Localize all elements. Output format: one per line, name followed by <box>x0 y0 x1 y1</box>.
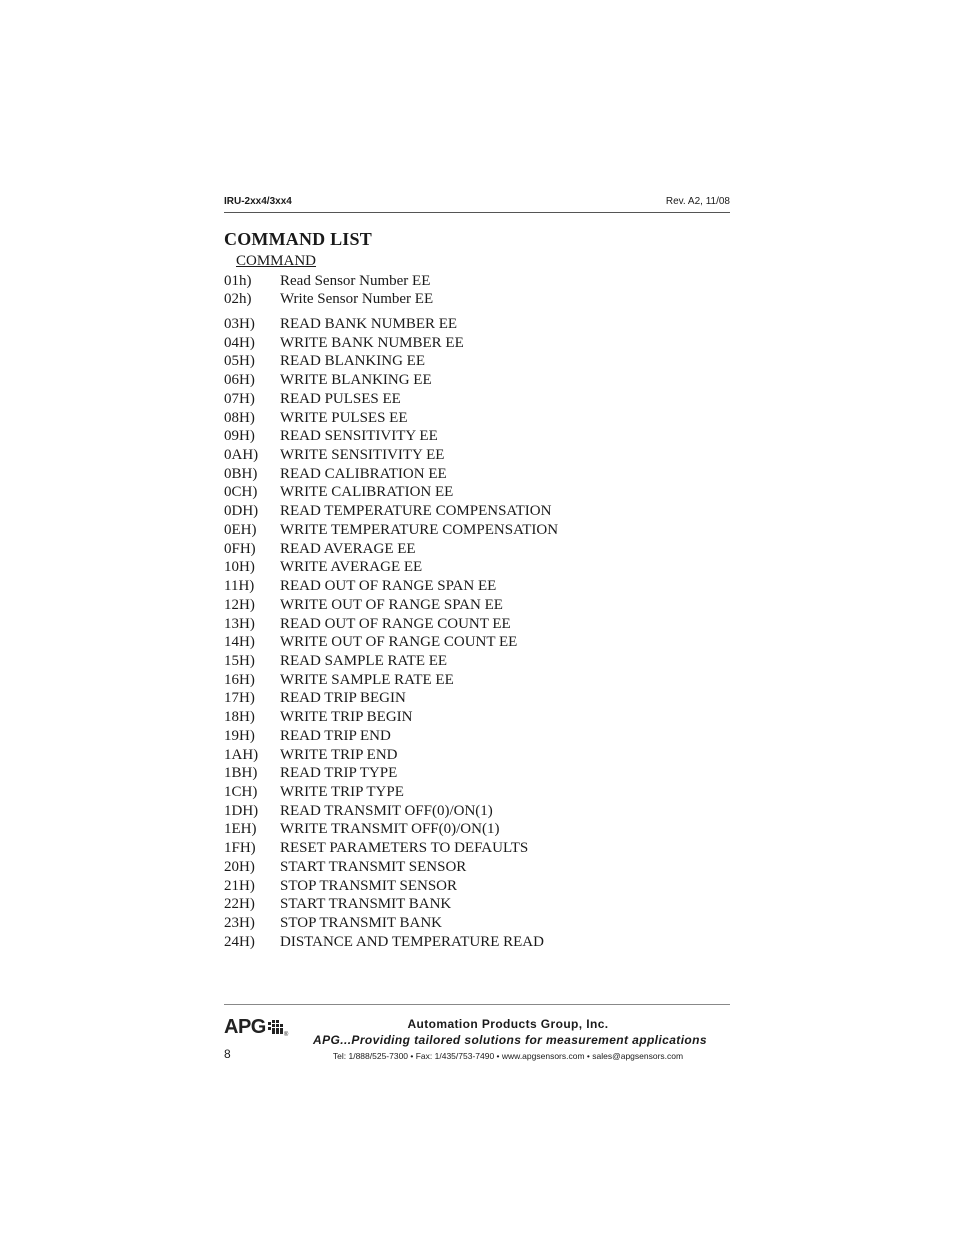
command-description: READ BANK NUMBER EE <box>280 316 458 332</box>
command-code: 02h) <box>224 291 252 307</box>
command-code: 12H) <box>224 596 255 613</box>
command-code: 1BH) <box>224 765 258 782</box>
command-description: WRITE SAMPLE RATE EE <box>280 671 454 688</box>
command-description: WRITE TEMPERATURE COMPENSATION <box>280 521 559 538</box>
command-code: 1DH) <box>224 802 259 819</box>
command-code: 14H) <box>224 634 255 651</box>
command-description: READ TRANSMIT OFF(0)/ON(1) <box>280 802 493 819</box>
command-code: 03H) <box>224 316 255 332</box>
command-code: 22H) <box>224 896 255 913</box>
command-description: WRITE CALIBRATION EE <box>280 484 454 501</box>
apg-logo <box>224 1016 288 1038</box>
section-title: COMMAND LIST <box>224 229 372 249</box>
command-description: READ OUT OF RANGE SPAN EE <box>280 578 497 595</box>
command-description: READ SENSITIVITY EE <box>280 428 438 445</box>
command-description: WRITE AVERAGE EE <box>280 559 423 576</box>
header-rule <box>224 212 730 213</box>
command-code: 15H) <box>224 652 255 669</box>
command-description: READ TRIP END <box>280 727 391 744</box>
document-model: IRU-2xx4/3xx4 <box>224 196 292 207</box>
command-code: 1FH) <box>224 840 256 857</box>
command-code: 08H) <box>224 409 255 426</box>
command-code: 1AH) <box>224 746 259 763</box>
command-description: READ TRIP TYPE <box>280 765 398 782</box>
document-revision: Rev. A2, 11/08 <box>665 196 730 207</box>
logo-text: APG <box>224 1016 266 1038</box>
command-code: 05H) <box>224 353 255 370</box>
command-description: READ AVERAGE EE <box>280 540 416 557</box>
command-code: 1CH) <box>224 784 258 800</box>
command-code: 13H) <box>224 615 255 632</box>
company-name: Automation Products Group, Inc. <box>407 1017 609 1031</box>
command-code: 04H) <box>224 334 255 351</box>
command-code: 20H) <box>224 858 255 875</box>
command-description: WRITE BANK NUMBER EE <box>280 334 464 351</box>
command-description: Read Sensor Number EE <box>280 273 431 289</box>
command-description: RESET PARAMETERS TO DEFAULTS <box>280 840 529 857</box>
command-code: 07H) <box>224 390 255 407</box>
command-code: 0AH) <box>224 447 259 464</box>
command-description: STOP TRANSMIT BANK <box>280 915 442 932</box>
command-code: 24H) <box>224 933 255 950</box>
command-description: WRITE BLANKING EE <box>280 372 432 389</box>
command-description: WRITE TRIP BEGIN <box>280 709 413 726</box>
command-description: START TRANSMIT BANK <box>280 896 452 913</box>
footer-rule <box>224 1004 730 1005</box>
command-description: READ CALIBRATION EE <box>280 465 447 482</box>
command-column-heading: COMMAND <box>236 253 317 269</box>
command-code: 18H) <box>224 709 255 726</box>
command-code: 23H) <box>224 915 255 932</box>
command-description: WRITE SENSITIVITY EE <box>280 447 445 464</box>
company-tagline: APG...Providing tailored solutions for measurement applications <box>313 1033 707 1047</box>
command-description: READ BLANKING EE <box>280 353 425 370</box>
command-description: DISTANCE AND TEMPERATURE READ <box>280 933 544 950</box>
command-code: 21H) <box>224 877 255 894</box>
command-code: 0EH) <box>224 521 257 538</box>
page-number: 8 <box>224 1047 231 1061</box>
apg-grid-mark-icon <box>268 1020 283 1034</box>
command-description: READ TRIP BEGIN <box>280 690 406 707</box>
command-code: 19H) <box>224 727 255 744</box>
command-description: READ SAMPLE RATE EE <box>280 652 448 669</box>
command-code: 09H) <box>224 428 255 445</box>
command-description: READ TEMPERATURE COMPENSATION <box>280 503 552 520</box>
command-description: READ PULSES EE <box>280 390 401 407</box>
command-description: Write Sensor Number EE <box>280 291 434 307</box>
command-code: 0CH) <box>224 484 258 501</box>
command-code: 0FH) <box>224 540 256 557</box>
command-code: 01h) <box>224 273 252 289</box>
command-description: STOP TRANSMIT SENSOR <box>280 877 457 894</box>
command-code: 1EH) <box>224 821 257 838</box>
command-description: WRITE TRANSMIT OFF(0)/ON(1) <box>280 821 500 838</box>
command-description: WRITE TRIP END <box>280 746 398 763</box>
command-code: 10H) <box>224 559 255 576</box>
command-code: 0BH) <box>224 465 258 482</box>
command-description: WRITE OUT OF RANGE COUNT EE <box>280 634 518 651</box>
command-code: 11H) <box>224 578 255 595</box>
command-description: WRITE OUT OF RANGE SPAN EE <box>280 596 503 613</box>
command-code: 16H) <box>224 671 255 688</box>
command-description: READ OUT OF RANGE COUNT EE <box>280 615 511 632</box>
command-code: 0DH) <box>224 503 259 520</box>
command-description: WRITE PULSES EE <box>280 409 408 426</box>
contact-info: Tel: 1/888/525-7300 • Fax: 1/435/753-7490 • www.apgsensors.com • sales@apgsensors.com <box>332 1051 684 1061</box>
command-code: 06H) <box>224 372 255 389</box>
command-code: 17H) <box>224 690 255 707</box>
command-description: WRITE TRIP TYPE <box>280 784 404 800</box>
registered-mark-icon: ® <box>283 1032 289 1038</box>
command-description: START TRANSMIT SENSOR <box>280 858 467 875</box>
